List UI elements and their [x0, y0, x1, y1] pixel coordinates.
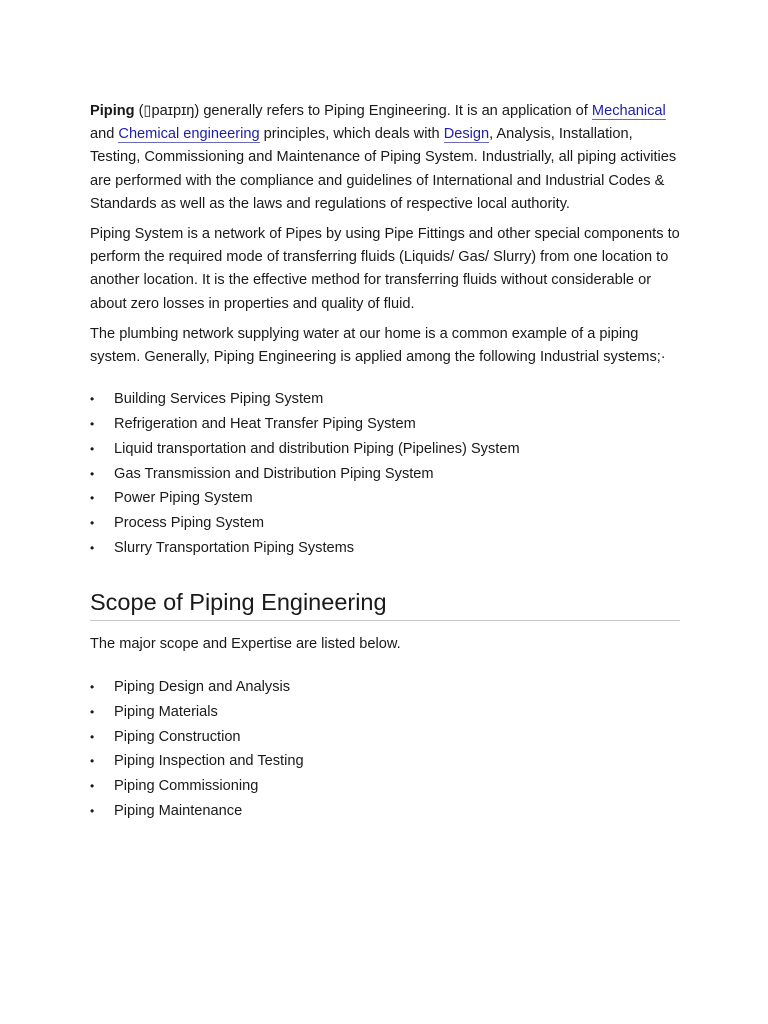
- plumbing-paragraph: The plumbing network supplying water at our home is a common example of a piping system. Generally, Piping Engineering is applied among the following Industrial systems;·: [90, 325, 666, 366]
- bullet-icon: •: [90, 729, 95, 744]
- bullet-icon: •: [90, 704, 95, 719]
- list-item: • Building Services Piping System: [90, 387, 680, 412]
- bullet-icon: •: [90, 680, 95, 695]
- intro-text-1: ) generally refers to Piping Engineering. It is an application of: [194, 103, 592, 119]
- document-page: [90, 100, 680, 824]
- intro-text-2: and: [90, 126, 119, 143]
- bullet-icon: •: [90, 466, 95, 481]
- bullet-icon: •: [90, 804, 95, 818]
- list-item: • Gas Transmission and Distribution Piping System: [90, 462, 680, 487]
- bullet-icon: •: [90, 441, 95, 456]
- term-piping: Piping: [90, 103, 135, 119]
- bullet-icon: •: [90, 392, 95, 407]
- scope-heading: Scope of Piping Engineering: [90, 587, 680, 621]
- intro-text-4: , Analysis, Installation, Testing, Commissioning and Maintenance of Piping System. Industrially, all piping activities are performed with the compliance and guidelines of International and Industrial Codes & Standards as well as the laws and regulations of respective local authority.: [90, 126, 677, 212]
- link-mechanical[interactable]: Mechanical: [591, 103, 666, 119]
- list-item: • Piping Construction: [90, 725, 680, 750]
- list-item: • Piping Inspection and Testing: [90, 749, 680, 774]
- list-item: • Piping Maintenance: [90, 799, 680, 824]
- link-chemical-engineering[interactable]: Chemical engineering: [118, 126, 260, 143]
- scope-intro: The major scope and Expertise are listed below.: [90, 635, 401, 652]
- scope-list: [90, 675, 680, 824]
- bullet-icon: •: [90, 491, 95, 506]
- link-design[interactable]: Design: [443, 126, 490, 143]
- list-item: • Piping Materials: [90, 700, 680, 725]
- bullet-icon: •: [90, 417, 95, 432]
- bullet-icon: •: [90, 754, 95, 769]
- intro-paragraph: [90, 100, 680, 216]
- list-item: • Slurry Transportation Piping Systems: [90, 536, 680, 561]
- piping-system-paragraph: Piping System is a network of Pipes by using Pipe Fittings and other special components to perform the required mode of transferring fluids (Liquids/ Gas/ Slurry) from one location to another location. It is the effective method for transferring fluids without considerable or about zero losses in properties and quality of fluid.: [90, 226, 680, 312]
- list-item: • Process Piping System: [90, 511, 680, 536]
- list-item: • Refrigeration and Heat Transfer Piping System: [90, 412, 680, 437]
- bullet-icon: •: [90, 516, 95, 531]
- intro-text-3: principles, which deals with: [259, 126, 444, 143]
- list-item: • Liquid transportation and distribution Piping (Pipelines) System: [90, 437, 680, 462]
- list-item: • Piping Design and Analysis: [90, 675, 680, 700]
- pronunciation: ▯paɪpɪŋ: [143, 103, 195, 119]
- industrial-systems-list: [90, 387, 680, 561]
- bullet-icon: •: [90, 541, 95, 556]
- list-item: • Piping Commissioning: [90, 774, 680, 799]
- bullet-icon: •: [90, 779, 95, 794]
- pronunciation-open: (: [134, 103, 144, 119]
- list-item: • Power Piping System: [90, 486, 680, 511]
